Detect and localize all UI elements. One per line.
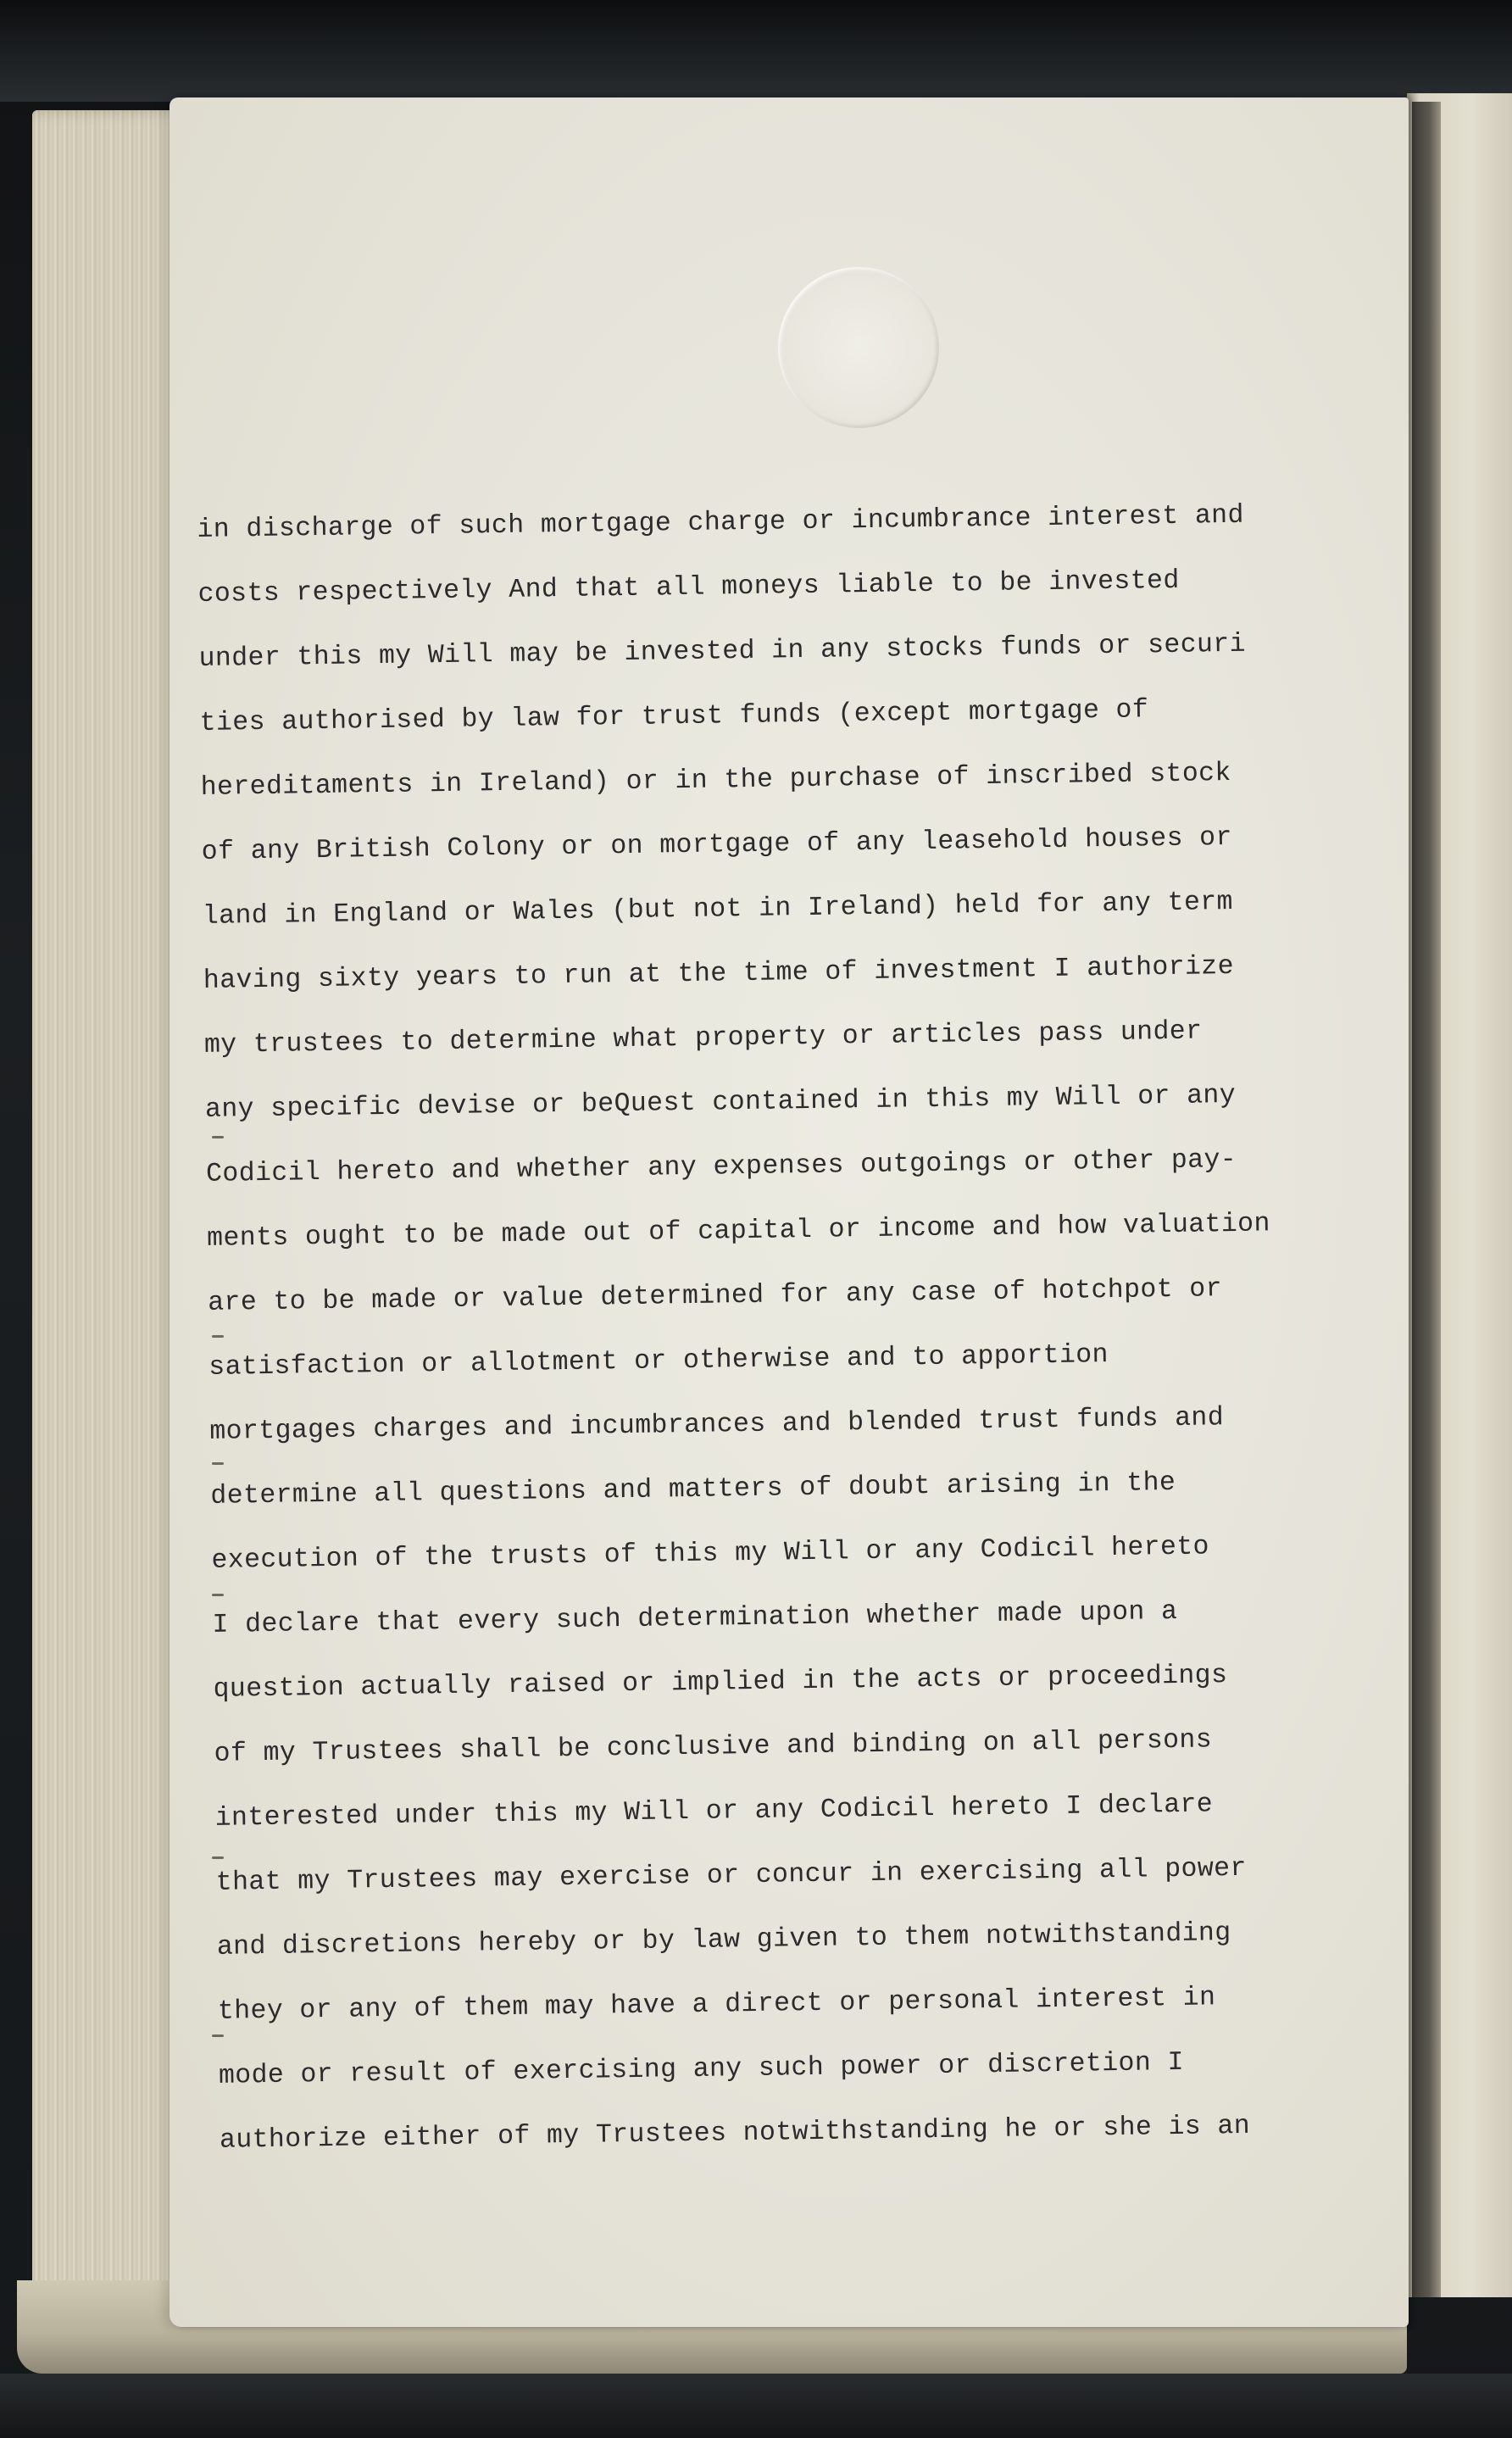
text-line: and discretions hereby or by law given to them notwithstanding xyxy=(216,1918,1231,1962)
text-line: determine all questions and matters of doubt arising in the xyxy=(210,1467,1176,1511)
text-line: mode or result of exercising any such power or discretion I xyxy=(218,2047,1185,2091)
typed-text-block xyxy=(197,481,1444,2174)
text-line: Codicil hereto and whether any expenses outgoings or other pay- xyxy=(205,1144,1237,1189)
text-line: mortgages charges and incumbrances and blended trust funds and xyxy=(209,1403,1225,1447)
text-line: ties authorised by law for trust funds (except mortgage of xyxy=(199,695,1149,738)
text-line: any specific devise or beQuest contained in this my Will or any xyxy=(204,1080,1237,1125)
text-line: of my Trustees shall be conclusive and binding on all persons xyxy=(214,1725,1213,1769)
text-line: I declare that every such determination whether made upon a xyxy=(212,1596,1178,1640)
book-cover-top xyxy=(0,0,1512,102)
text-line: interested under this my Will or any Codicil hereto I declare xyxy=(214,1790,1214,1834)
text-line: in discharge of such mortgage charge or incumbrance interest and xyxy=(197,500,1245,545)
text-line: costs respectively And that all moneys liable to be invested xyxy=(197,565,1180,610)
text-line: my trustees to determine what property or articles pass under xyxy=(203,1016,1203,1060)
text-line: ments ought to be made out of capital or income and how valuation xyxy=(206,1209,1271,1254)
text-line: execution of the trusts of this my Will or any Codicil hereto xyxy=(211,1532,1210,1576)
text-line: hereditaments in Ireland) or in the purchase of inscribed stock xyxy=(200,758,1231,803)
text-line: that my Trustees may exercise or concur in exercising all power xyxy=(215,1853,1248,1898)
text-line: they or any of them may have a direct or personal interest in xyxy=(217,1983,1216,2027)
text-line: authorize either of my Trustees notwithstanding he or she is an xyxy=(219,2111,1251,2156)
text-line: of any British Colony or on mortgage of any leasehold houses or xyxy=(201,822,1233,867)
text-line: satisfaction or allotment or otherwise and to apportion xyxy=(208,1340,1109,1383)
embossed-seal-icon xyxy=(778,267,939,428)
scan-bottom-edge xyxy=(0,2374,1512,2438)
text-line: under this my Will may be invested in any stocks funds or securi xyxy=(198,629,1247,674)
text-line: land in England or Wales (but not in Ireland) held for any term xyxy=(202,887,1234,932)
text-line: having sixty years to run at the time of investment I authorize xyxy=(203,951,1235,996)
text-line: are to be made or value determined for any case of hotchpot or xyxy=(208,1274,1223,1318)
text-line: question actually raised or implied in the acts or proceedings xyxy=(213,1661,1228,1705)
